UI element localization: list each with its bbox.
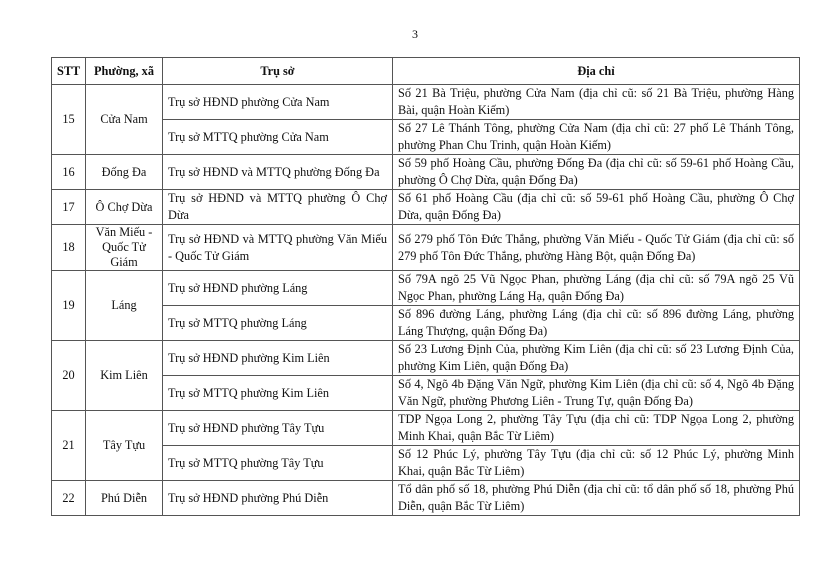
table-row: [52, 120, 800, 155]
stt-cell: 21: [52, 411, 86, 481]
stt-cell: 22: [52, 481, 86, 516]
ward-cell: Tây Tựu: [86, 411, 163, 481]
stt-cell: 20: [52, 341, 86, 411]
address-cell: Tổ dân phố số 18, phường Phú Diễn (địa chỉ cũ: tổ dân phố số 18, phường Phú Diễn, quận Bắc Từ Liêm): [393, 481, 800, 516]
address-cell: Số 4, Ngõ 4b Đặng Văn Ngữ, phường Kim Liên (địa chỉ cũ: số 4, Ngõ 4b Đặng Văn Ngữ, phường Phương Liên - Trung Tự, quận Đống Đa): [393, 376, 800, 411]
ward-cell: Láng: [86, 271, 163, 341]
office-cell: Trụ sở HĐND phường Kim Liên: [163, 341, 393, 376]
office-cell: Trụ sở HĐND phường Phú Diễn: [163, 481, 393, 516]
table-row: [52, 341, 800, 376]
ward-cell: Kim Liên: [86, 341, 163, 411]
office-cell: Trụ sở HĐND phường Láng: [163, 271, 393, 306]
table-row: [52, 85, 800, 120]
header-office: Trụ sở: [163, 58, 393, 85]
table-row: [52, 155, 800, 190]
office-cell: Trụ sở MTTQ phường Cửa Nam: [163, 120, 393, 155]
address-cell: Số 23 Lương Định Của, phường Kim Liên (địa chỉ cũ: số 23 Lương Định Của, phường Kim Liên, quận Đống Đa): [393, 341, 800, 376]
table-row: [52, 376, 800, 411]
address-cell: Số 896 đường Láng, phường Láng (địa chỉ cũ: số 896 đường Láng, phường Láng Thượng, quận Đống Đa): [393, 306, 800, 341]
table-row: [52, 225, 800, 271]
office-cell: Trụ sở MTTQ phường Tây Tựu: [163, 446, 393, 481]
ward-cell: Đống Đa: [86, 155, 163, 190]
office-cell: Trụ sở HĐND phường Cửa Nam: [163, 85, 393, 120]
stt-cell: 16: [52, 155, 86, 190]
table-header-row: [52, 58, 800, 85]
stt-cell: 15: [52, 85, 86, 155]
stt-cell: 19: [52, 271, 86, 341]
header-ward: Phường, xã: [86, 58, 163, 85]
table-row: [52, 306, 800, 341]
address-cell: Số 279 phố Tôn Đức Thắng, phường Văn Miếu - Quốc Tử Giám (địa chỉ cũ: số 279 phố Tôn Đức Thắng, phường Hàng Bột, quận Đống Đa): [393, 225, 800, 271]
ward-cell: Cửa Nam: [86, 85, 163, 155]
table-row: [52, 446, 800, 481]
table-row: [52, 411, 800, 446]
address-cell: Số 59 phố Hoàng Cầu, phường Đống Đa (địa chỉ cũ: số 59-61 phố Hoàng Cầu, phường Ô Chợ Dừa, quận Đống Đa): [393, 155, 800, 190]
table-row: [52, 271, 800, 306]
table-row: [52, 190, 800, 225]
header-address: Địa chỉ: [393, 58, 800, 85]
address-cell: Số 21 Bà Triệu, phường Cửa Nam (địa chỉ cũ: số 21 Bà Triệu, phường Hàng Bài, quận Hoàn Kiếm): [393, 85, 800, 120]
header-stt: STT: [52, 58, 86, 85]
office-cell: Trụ sở HĐND và MTTQ phường Đống Đa: [163, 155, 393, 190]
office-cell: Trụ sở HĐND và MTTQ phường Văn Miếu - Quốc Tử Giám: [163, 225, 393, 271]
stt-cell: 17: [52, 190, 86, 225]
office-cell: Trụ sở HĐND và MTTQ phường Ô Chợ Dừa: [163, 190, 393, 225]
address-cell: Số 27 Lê Thánh Tông, phường Cửa Nam (địa chỉ cũ: 27 phố Lê Thánh Tông, phường Phan Chu Trinh, quận Hoàn Kiếm): [393, 120, 800, 155]
ward-cell: Phú Diễn: [86, 481, 163, 516]
headquarters-table: [51, 57, 800, 516]
address-cell: TDP Ngọa Long 2, phường Tây Tựu (địa chỉ cũ: TDP Ngọa Long 2, phường Minh Khai, quận Bắc Từ Liêm): [393, 411, 800, 446]
table-row: [52, 481, 800, 516]
office-cell: Trụ sở MTTQ phường Láng: [163, 306, 393, 341]
ward-cell: Văn Miếu - Quốc Tử Giám: [86, 225, 163, 271]
office-cell: Trụ sở HĐND phường Tây Tựu: [163, 411, 393, 446]
address-cell: Số 61 phố Hoàng Cầu (địa chỉ cũ: số 59-61 phố Hoàng Cầu, phường Ô Chợ Dừa, quận Đống Đa): [393, 190, 800, 225]
office-cell: Trụ sở MTTQ phường Kim Liên: [163, 376, 393, 411]
ward-cell: Ô Chợ Dừa: [86, 190, 163, 225]
stt-cell: 18: [52, 225, 86, 271]
page-number: 3: [412, 27, 418, 41]
address-cell: Số 79A ngõ 25 Vũ Ngọc Phan, phường Láng (địa chỉ cũ: số 79A ngõ 25 Vũ Ngọc Phan, phường Láng Hạ, quận Đống Đa): [393, 271, 800, 306]
address-cell: Số 12 Phúc Lý, phường Tây Tựu (địa chỉ cũ: số 12 Phúc Lý, phường Minh Khai, quận Bắc Từ Liêm): [393, 446, 800, 481]
